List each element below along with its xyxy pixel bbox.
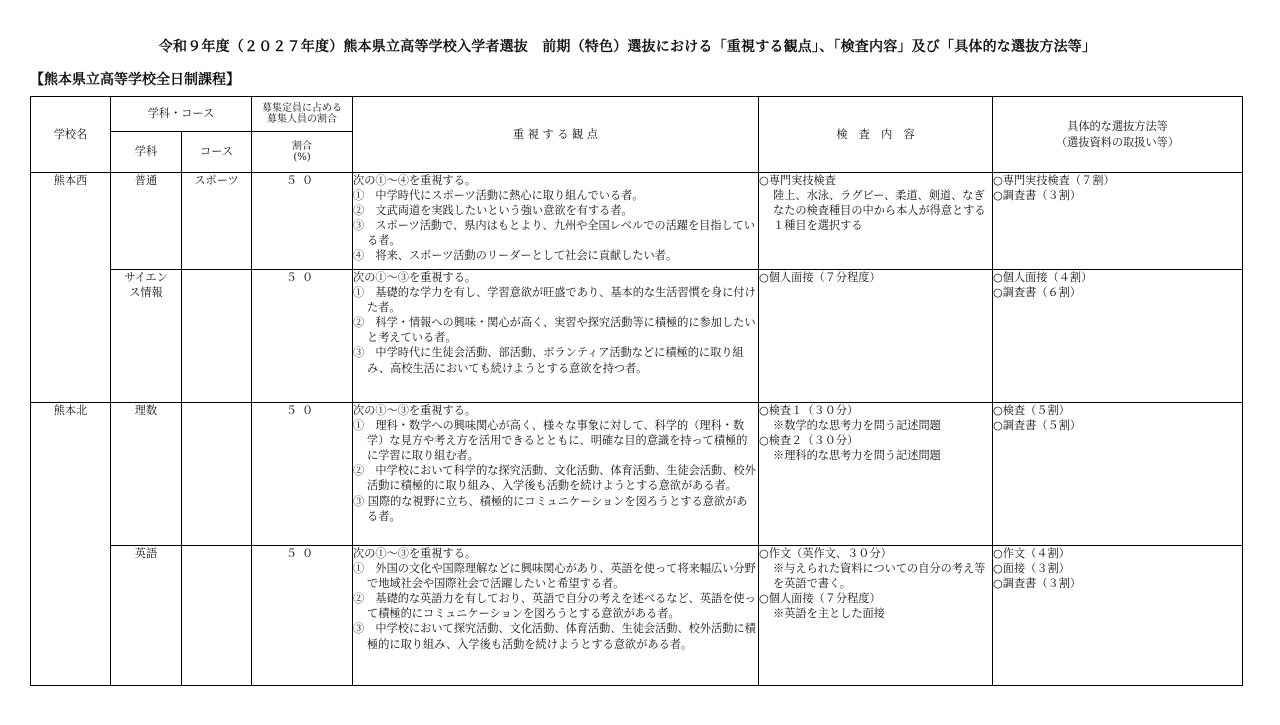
dept-label: 普通: [134, 174, 158, 187]
viewpoints-cell: [353, 403, 759, 546]
table-row: [31, 270, 1243, 403]
ratio-value: ５０: [252, 546, 353, 686]
viewpoint-item: ① 中学時代にスポーツ活動に熱心に取り組んでいる者。: [353, 189, 644, 203]
header-exam: 検 査 内 容: [759, 97, 993, 173]
exam-note: ※理科的な思考力を問う記述問題: [773, 449, 941, 463]
header-viewpoints: 重 視 す る 観 点: [353, 97, 759, 173]
method-item: ○作文（４割）: [993, 547, 1070, 560]
viewpoint-item: ① 理科・数学への興味関心が高く、様々な事象に対して、科学的（理科・数学）な見方や考え方を活用できるとともに、明確な目的意識を持って積極的に学習に取り組む者。: [353, 419, 748, 463]
header-ratio-top-line1: 募集定員に占める: [262, 103, 343, 114]
ratio-value: ５０: [252, 270, 353, 403]
school-name: 熊本北: [31, 403, 111, 686]
dept-label: サイエンス情報: [124, 271, 168, 300]
method-cell: [993, 270, 1243, 403]
viewpoints-intro: 次の①～③を重視する。: [353, 271, 477, 284]
table-body: [31, 173, 1243, 686]
exam-note: ※数学的な思考力を問う記述問題: [773, 419, 941, 433]
viewpoint-item: ④ 将来、スポーツ活動のリーダーとして社会に貢献したい者。: [353, 249, 678, 263]
school-name: 熊本西: [31, 173, 111, 403]
exam-cell: [759, 173, 993, 270]
header-method: [993, 97, 1243, 173]
selection-table: [30, 96, 1243, 686]
course-name: スポーツ: [182, 173, 252, 270]
viewpoint-item: ② 科学・情報への興味・関心が高く、実習や探究活動等に積極的に参加したいと考えている者。: [353, 316, 756, 345]
dept-name: [111, 403, 182, 546]
method-item: ○個人面接（４割）: [993, 271, 1093, 284]
header-dept-course: 学科・コース: [111, 97, 252, 132]
exam-note: ※英語を主とした面接: [773, 607, 885, 621]
dept-name: [111, 270, 182, 403]
header-ratio: [252, 132, 353, 173]
exam-note: ※与えられた資料についての自分の考え等を英語で書く。: [773, 562, 986, 591]
exam-item: ○専門実技検査: [759, 174, 836, 187]
method-item: ○専門実技検査（７割）: [993, 174, 1115, 187]
course-name: [182, 270, 252, 403]
viewpoints-cell: [353, 270, 759, 403]
viewpoint-item: ② 基礎的な英語力を有しており、英語で自分の考えを述べるなど、英語を使って積極的にコミュニケーションを図ろうとする意欲がある者。: [353, 592, 756, 621]
header-dept: 学科: [111, 132, 182, 173]
dept-name: [111, 173, 182, 270]
viewpoint-item: ③ 国際的な視野に立ち、積極的にコミュニケーションを図ろうとする意欲がある者。: [353, 494, 748, 523]
exam-note: 陸上、水泳、ラグビー、柔道、剣道、なぎなたの検査種目の中から本人が得意とする１種目を選択する: [773, 189, 986, 233]
viewpoints-cell: [353, 173, 759, 270]
viewpoint-item: ② 文武両道を実践したいという強い意欲を有する者。: [353, 204, 633, 218]
header-ratio-line1: 割合: [292, 141, 313, 152]
dept-name: [111, 546, 182, 686]
method-item: ○面接（３割）: [993, 562, 1070, 576]
exam-cell: [759, 546, 993, 686]
method-item: ○調査書（６割）: [993, 286, 1082, 300]
exam-item: ○個人面接（７分程度）: [759, 271, 881, 284]
viewpoints-cell: [353, 546, 759, 686]
viewpoints-intro: 次の①～③を重視する。: [353, 547, 477, 560]
header-ratio-top-line2: 募集人員の割合: [267, 114, 338, 125]
viewpoints-intro: 次の①～④を重視する。: [353, 174, 477, 187]
header-ratio-line2: (%): [293, 152, 311, 163]
header-method-line1: 具体的な選抜方法等: [1067, 120, 1168, 134]
ratio-value: ５０: [252, 173, 353, 270]
table-row: [31, 173, 1243, 270]
table-row: [31, 546, 1243, 686]
dept-label: 英語: [134, 547, 158, 560]
viewpoint-item: ③ 中学校において探究活動、文化活動、体育活動、生徒会活動、校外活動に積極的に取り組み、入学後も活動を続けようとする意欲がある者。: [353, 622, 756, 651]
header-course: コース: [182, 132, 252, 173]
header-ratio-top: [252, 97, 353, 132]
viewpoint-item: ① 外国の文化や国際理解などに興味関心があり、英語を使って将来幅広い分野で地域社会や国際社会で活躍したいと希望する者。: [353, 562, 756, 591]
method-item: ○調査書（３割）: [993, 189, 1082, 203]
page-title: 令和９年度（２０２７年度）熊本県立高等学校入学者選抜 前期（特色）選抜における「重視する観点」、「検査内容」及び「具体的な選抜方法等」: [158, 39, 1097, 55]
exam-item: ○作文（英作文、３０分）: [759, 547, 892, 560]
exam-cell: [759, 270, 993, 403]
method-item: ○調査書（３割）: [993, 577, 1082, 591]
table-row: [31, 403, 1243, 546]
header-method-line2: （選抜資料の取扱い等）: [1055, 135, 1180, 149]
exam-item: ○検査２（３０分）: [759, 434, 859, 448]
viewpoint-item: ③ 中学時代に生徒会活動、部活動、ボランティア活動などに積極的に取り組み、高校生活においても続けようとする意欲を持つ者。: [353, 346, 744, 375]
dept-label: 理数: [134, 404, 158, 417]
viewpoint-item: ③ スポーツ活動で、県内はもとより、九州や全国レベルでの活躍を目指している者。: [353, 219, 756, 248]
exam-item: ○検査１（３０分）: [759, 404, 859, 417]
method-item: ○検査（５割）: [993, 404, 1070, 417]
method-cell: [993, 403, 1243, 546]
exam-cell: [759, 403, 993, 546]
ratio-value: ５０: [252, 403, 353, 546]
viewpoint-item: ① 基礎的な学力を有し、学習意欲が旺盛であり、基本的な生活習慣を身に付けた者。: [353, 286, 756, 315]
exam-item: ○個人面接（７分程度）: [759, 592, 881, 606]
viewpoint-item: ② 中学校において科学的な探究活動、文化活動、体育活動、生徒会活動、校外活動に積極的に取り組み、入学後も活動を続けようとする意欲がある者。: [353, 464, 756, 493]
course-name: [182, 403, 252, 546]
method-cell: [993, 546, 1243, 686]
header-school: 学校名: [31, 97, 111, 173]
method-cell: [993, 173, 1243, 270]
method-item: ○調査書（５割）: [993, 419, 1082, 433]
viewpoints-intro: 次の①～③を重視する。: [353, 404, 477, 417]
page-subtitle: 【熊本県立高等学校全日制課程】: [30, 72, 240, 88]
course-name: [182, 546, 252, 686]
